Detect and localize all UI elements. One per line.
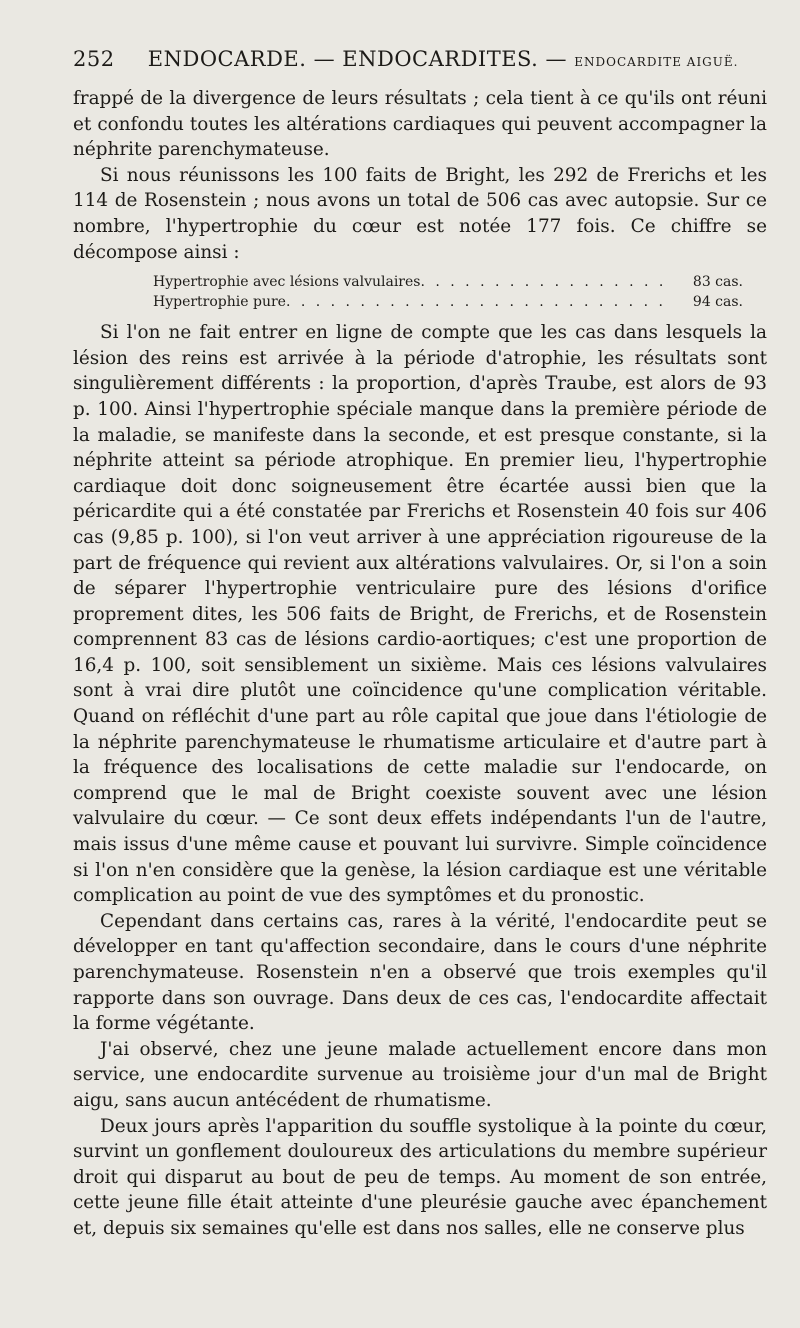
breakdown-table	[153, 272, 743, 312]
page-body	[73, 86, 767, 1242]
running-header	[73, 42, 763, 79]
row-value: 94 cas.	[692, 294, 743, 311]
leader-dots	[420, 272, 663, 292]
running-subtitle: ENDOCARDITE AIGUË.	[574, 55, 739, 69]
paragraph-4: Cependant dans certains cas, rares à la vérité, l'endocardite peut se développer en tant qu'affection secondaire, dans le cours d'une néphrite parenchymateuse. Rosenstein n'en a observé que trois exemples qu'il rapporte dans son ouvrage. Dans deux de ces cas, l'endocardite affectait la forme végétante.	[73, 910, 767, 1035]
paragraph-2: Si nous réunissons les 100 faits de Bright, les 292 de Frerichs et les 114 de Rosenstein ; nous avons un total de 506 cas avec autopsie. Sur ce nombre, l'hypertrophie du cœur est notée 177 fois. Ce chiffre se décompose ainsi :	[73, 164, 767, 263]
page-number: 252	[73, 47, 115, 71]
table-row	[153, 272, 743, 292]
paragraph-5: J'ai observé, chez une jeune malade actuellement encore dans mon service, une endocardite survenue au troisième jour d'un mal de Bright aigu, sans aucun antécédent de rhumatisme.	[73, 1038, 767, 1111]
row-value: 83 cas.	[692, 274, 743, 291]
row-label: Hypertrophie pure	[153, 294, 286, 311]
paragraph-1: frappé de la divergence de leurs résultats ; cela tient à ce qu'ils ont réuni et confondu toutes les altérations cardiaques qui peuvent accompagner la néphrite parenchymateuse.	[73, 88, 767, 161]
running-title: ENDOCARDE. — ENDOCARDITES. —	[147, 47, 568, 71]
leader-dots	[286, 292, 663, 312]
row-label: Hypertrophie avec lésions valvulaires	[153, 274, 421, 291]
table-row	[153, 292, 743, 312]
paragraph-3: Si l'on ne fait entrer en ligne de compte que les cas dans lesquels la lésion des reins est arrivée à la période d'atrophie, les résultats sont singulièrement différents : la proportion, d'après Traube, est alors de 93 p. 100. Ainsi l'hypertrophie spéciale manque dans la première période de la maladie, se manifeste dans la seconde, et est presque constante, si la néphrite atteint sa période atrophique. En premier lieu, l'hypertrophie cardiaque doit donc soigneusement être écartée aussi bien que la péricardite qui a été constatée par Frerichs et Rosenstein 40 fois sur 406 cas (9,85 p. 100), si l'on veut arriver à une appréciation rigoureuse de la part de fréquence qui revient aux altérations valvulaires. Or, si l'on a soin de séparer l'hypertrophie ventriculaire pure des lésions d'orifice proprement dites, les 506 faits de Bright, de Frerichs, et de Rosenstein comprennent 83 cas de lésions cardio-aortiques; c'est une proportion de 16,4 p. 100, soit sensiblement un sixième. Mais ces lésions valvulaires sont à vrai dire plutôt une coïncidence qu'une complication véritable. Quand on réfléchit d'une part au rôle capital que joue dans l'étiologie de la néphrite parenchymateuse le rhumatisme articulaire et d'autre part à la fréquence des localisations de cette maladie sur l'endocarde, on comprend que le mal de Bright coexiste souvent avec une lésion valvulaire du cœur. — Ce sont deux effets indépendants l'un de l'autre, mais issus d'une même cause et pouvant lui survivre. Simple coïncidence si l'on n'en considère que la genèse, la lésion cardiaque est une véritable complication au point de vue des symptômes et du pronostic.	[73, 322, 767, 907]
paragraph-6: Deux jours après l'apparition du souffle systolique à la pointe du cœur, survint un gonflement douloureux des articulations du membre supérieur droit qui disparut au bout de peu de temps. Au moment de son entrée, cette jeune fille était atteinte d'une pleurésie gauche avec épanchement et, depuis six semaines qu'elle est dans nos salles, elle ne conserve plus	[73, 1115, 767, 1239]
